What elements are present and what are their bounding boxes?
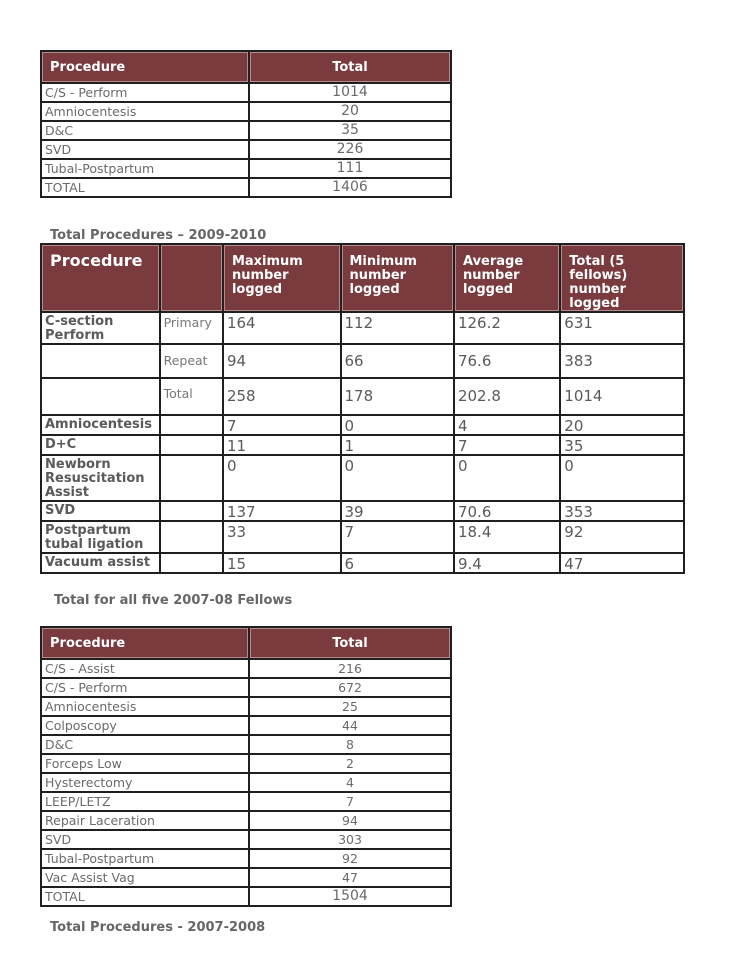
procedure-cell: Amniocentesis xyxy=(42,698,248,715)
procedure-cell: TOTAL xyxy=(42,179,248,196)
total-cell: 111 xyxy=(250,160,450,177)
avg-cell: 0 xyxy=(455,456,559,500)
table-row xyxy=(42,416,683,434)
min-cell: 39 xyxy=(342,502,453,520)
total-cell: 7 xyxy=(250,793,450,810)
procedure-cell: Tubal-Postpartum xyxy=(42,160,248,177)
subtype-cell xyxy=(161,416,222,434)
procedure-cell: D+C xyxy=(42,436,159,454)
max-cell: 33 xyxy=(224,522,340,552)
total-cell: 47 xyxy=(250,869,450,886)
header-procedure: Procedure xyxy=(42,628,248,658)
header-average: Average number logged xyxy=(455,245,559,311)
total-cell: 35 xyxy=(561,436,683,454)
header-subtype xyxy=(161,245,222,311)
table-row xyxy=(42,103,450,120)
total-cell: 35 xyxy=(250,122,450,139)
max-cell: 94 xyxy=(224,345,340,377)
table-row xyxy=(42,793,450,810)
header-procedure: Procedure xyxy=(42,52,248,82)
avg-cell: 202.8 xyxy=(455,379,559,414)
procedure-cell: Amniocentesis xyxy=(42,103,248,120)
total-cell: 47 xyxy=(561,554,683,572)
procedure-cell: Repair Laceration xyxy=(42,812,248,829)
total-cell: 353 xyxy=(561,502,683,520)
total-cell: 44 xyxy=(250,717,450,734)
procedure-cell: SVD xyxy=(42,141,248,158)
table-row xyxy=(42,698,450,715)
min-cell: 1 xyxy=(342,436,453,454)
procedure-cell: Tubal-Postpartum xyxy=(42,850,248,867)
table-row xyxy=(42,122,450,139)
procedure-cell: Hysterectomy xyxy=(42,774,248,791)
avg-cell: 76.6 xyxy=(455,345,559,377)
table-row xyxy=(42,502,683,520)
procedure-cell: Amniocentesis xyxy=(42,416,159,434)
table-row xyxy=(42,160,450,177)
procedure-cell: SVD xyxy=(42,502,159,520)
procedure-cell: Colposcopy xyxy=(42,717,248,734)
min-cell: 66 xyxy=(342,345,453,377)
table-row xyxy=(42,379,683,414)
total-cell: 8 xyxy=(250,736,450,753)
subtype-cell xyxy=(161,456,222,500)
header-procedure: Procedure xyxy=(42,245,159,311)
table-row xyxy=(42,313,683,343)
subtype-cell: Repeat xyxy=(161,345,222,377)
table-row xyxy=(42,888,450,905)
total-cell: 672 xyxy=(250,679,450,696)
total-cell: 303 xyxy=(250,831,450,848)
total-cell: 94 xyxy=(250,812,450,829)
avg-cell: 4 xyxy=(455,416,559,434)
procedure-cell: TOTAL xyxy=(42,888,248,905)
max-cell: 164 xyxy=(224,313,340,343)
max-cell: 137 xyxy=(224,502,340,520)
table-row xyxy=(42,679,450,696)
avg-cell: 126.2 xyxy=(455,313,559,343)
table-row xyxy=(42,660,450,677)
table-row xyxy=(42,850,450,867)
max-cell: 15 xyxy=(224,554,340,572)
procedure-cell: LEEP/LETZ xyxy=(42,793,248,810)
total-cell: 92 xyxy=(250,850,450,867)
procedures-2009-2010-table xyxy=(40,50,452,198)
total-cell: 4 xyxy=(250,774,450,791)
subtype-cell xyxy=(161,436,222,454)
table-row xyxy=(42,141,450,158)
max-cell: 258 xyxy=(224,379,340,414)
total-cell: 226 xyxy=(250,141,450,158)
table-row xyxy=(42,717,450,734)
table-row xyxy=(42,812,450,829)
avg-cell: 7 xyxy=(455,436,559,454)
procedure-cell xyxy=(42,345,159,377)
min-cell: 0 xyxy=(342,456,453,500)
subtype-cell xyxy=(161,502,222,520)
subtype-cell: Primary xyxy=(161,313,222,343)
min-cell: 112 xyxy=(342,313,453,343)
total-cell: 383 xyxy=(561,345,683,377)
total-cell: 25 xyxy=(250,698,450,715)
min-cell: 178 xyxy=(342,379,453,414)
table-row xyxy=(42,755,450,772)
table-row xyxy=(42,831,450,848)
fellows-procedures-table xyxy=(40,243,685,574)
procedure-cell: Vacuum assist xyxy=(42,554,159,572)
header-minimum: Minimum number logged xyxy=(342,245,453,311)
header-total: Total xyxy=(250,52,450,82)
table-row xyxy=(42,456,683,500)
procedure-cell: C/S - Perform xyxy=(42,84,248,101)
min-cell: 6 xyxy=(342,554,453,572)
caption-total-procedures-2007-2008: Total Procedures - 2007-2008 xyxy=(50,920,266,935)
min-cell: 7 xyxy=(342,522,453,552)
subtype-cell xyxy=(161,522,222,552)
procedures-2007-2008-table xyxy=(40,626,452,907)
min-cell: 0 xyxy=(342,416,453,434)
table-row xyxy=(42,436,683,454)
total-cell: 20 xyxy=(250,103,450,120)
avg-cell: 70.6 xyxy=(455,502,559,520)
total-cell: 1014 xyxy=(561,379,683,414)
subtype-cell xyxy=(161,554,222,572)
procedure-cell: Vac Assist Vag xyxy=(42,869,248,886)
procedure-cell: Newborn Resuscitation Assist xyxy=(42,456,159,500)
total-cell: 20 xyxy=(561,416,683,434)
procedure-cell: C/S - Assist xyxy=(42,660,248,677)
table-row xyxy=(42,179,450,196)
avg-cell: 9.4 xyxy=(455,554,559,572)
caption-total-procedures-2009-2010: Total Procedures – 2009-2010 xyxy=(50,228,267,243)
total-cell: 631 xyxy=(561,313,683,343)
table-row xyxy=(42,84,450,101)
procedure-cell: Postpartum tubal ligation xyxy=(42,522,159,552)
avg-cell: 18.4 xyxy=(455,522,559,552)
header-total: Total xyxy=(250,628,450,658)
procedure-cell: D&C xyxy=(42,736,248,753)
procedure-cell xyxy=(42,379,159,414)
total-cell: 92 xyxy=(561,522,683,552)
max-cell: 0 xyxy=(224,456,340,500)
caption-total-2007-08-fellows: Total for all five 2007-08 Fellows xyxy=(54,593,293,608)
procedure-cell: Forceps Low xyxy=(42,755,248,772)
table-row xyxy=(42,774,450,791)
table-row xyxy=(42,869,450,886)
max-cell: 11 xyxy=(224,436,340,454)
total-cell: 1014 xyxy=(250,84,450,101)
table-row xyxy=(42,345,683,377)
table-row xyxy=(42,736,450,753)
header-total: Total (5 fellows) number logged xyxy=(561,245,683,311)
table-row xyxy=(42,554,683,572)
max-cell: 7 xyxy=(224,416,340,434)
header-maximum: Maximum number logged xyxy=(224,245,340,311)
total-cell: 1406 xyxy=(250,179,450,196)
table-row xyxy=(42,522,683,552)
procedure-cell: C-section Perform xyxy=(42,313,159,343)
procedure-cell: C/S - Perform xyxy=(42,679,248,696)
subtype-cell: Total xyxy=(161,379,222,414)
total-cell: 2 xyxy=(250,755,450,772)
total-cell: 216 xyxy=(250,660,450,677)
total-cell: 1504 xyxy=(250,888,450,905)
procedure-cell: D&C xyxy=(42,122,248,139)
procedure-cell: SVD xyxy=(42,831,248,848)
total-cell: 0 xyxy=(561,456,683,500)
